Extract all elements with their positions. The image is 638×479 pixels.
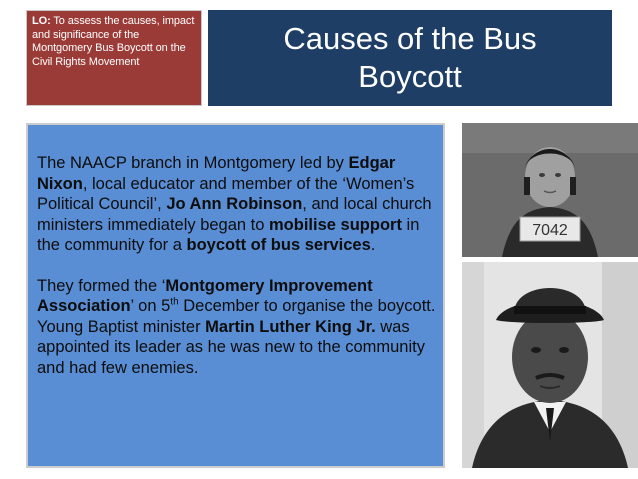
p2-bold-2: Martin Luther King Jr. [205, 317, 376, 336]
lo-text: To assess the causes, impact and significance of the Montgomery Bus Boycott on the Civil Rights Movement [32, 15, 195, 68]
p1-text-4: in the community for a [37, 215, 420, 254]
paragraph-1 [37, 153, 437, 256]
p2-text-3: December to organise the boycott. Young Baptist minister [37, 297, 436, 336]
p1-bold-3: mobilise support [269, 215, 402, 234]
title-line-1: Causes of the Bus [283, 21, 537, 56]
rosa-parks-illustration [462, 123, 638, 257]
body-text-box [26, 123, 445, 468]
p1-text-5: . [370, 236, 376, 254]
paragraph-2 [37, 276, 437, 379]
mugshot-number: 7042 [532, 222, 568, 239]
title-line-2: Boycott [358, 59, 462, 94]
lo-label: LO: [32, 15, 51, 27]
learning-objective-box [26, 10, 202, 106]
p1-text-3: , and local church ministers immediately began to [37, 195, 432, 234]
rosa-parks-photo [462, 123, 638, 257]
p2-superscript: th [170, 296, 179, 308]
p2-text-2: ’ on 5 [130, 297, 171, 315]
martin-luther-king-photo [462, 262, 638, 468]
p1-bold-4: boycott of bus services [186, 236, 371, 254]
mlk-illustration [462, 262, 638, 468]
p2-bold-1: Montgomery Improvement Association [37, 276, 373, 315]
p1-text-2: , local educator and member of the ‘Women’s Political Council’, [37, 174, 415, 213]
p1-bold-2: Jo Ann Robinson [166, 195, 303, 213]
title-box [208, 10, 612, 106]
p1-bold-1: Edgar Nixon [37, 154, 396, 193]
p2-text-1: They formed the ‘ [37, 276, 166, 295]
p1-text-1: The NAACP branch in Montgomery led by [37, 154, 349, 172]
p2-text-4: was appointed its leader as he was new to the community and had few enemies. [37, 317, 425, 377]
slide-title [260, 20, 560, 96]
